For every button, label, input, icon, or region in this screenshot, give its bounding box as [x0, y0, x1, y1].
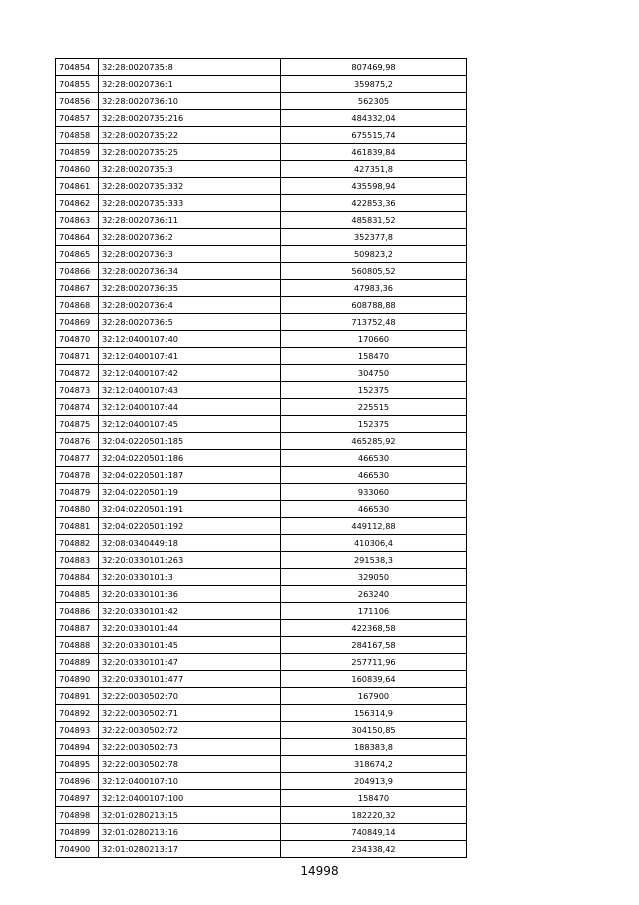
table-row [56, 110, 467, 127]
cadastral-number-cell: 32:28:0020735:8 [99, 59, 281, 76]
table-row [56, 518, 467, 535]
table-row [56, 59, 467, 76]
value-cell: 160839,64 [281, 671, 467, 688]
cadastral-number-cell: 32:12:0400107:100 [99, 790, 281, 807]
cadastral-number-cell: 32:04:0220501:187 [99, 467, 281, 484]
cadastral-number-cell: 32:28:0020735:216 [99, 110, 281, 127]
table-row [56, 195, 467, 212]
value-cell: 509823,2 [281, 246, 467, 263]
value-cell: 485831,52 [281, 212, 467, 229]
table-row [56, 637, 467, 654]
row-id-cell: 704900 [56, 841, 99, 858]
value-cell: 465285,92 [281, 433, 467, 450]
table-row [56, 841, 467, 858]
cadastral-number-cell: 32:28:0020736:2 [99, 229, 281, 246]
value-cell: 933060 [281, 484, 467, 501]
row-id-cell: 704868 [56, 297, 99, 314]
cadastral-number-cell: 32:01:0280213:17 [99, 841, 281, 858]
table-body [56, 59, 467, 858]
cadastral-number-cell: 32:28:0020735:25 [99, 144, 281, 161]
table-row [56, 620, 467, 637]
value-cell: 713752,48 [281, 314, 467, 331]
table-row [56, 603, 467, 620]
row-id-cell: 704861 [56, 178, 99, 195]
row-id-cell: 704887 [56, 620, 99, 637]
row-id-cell: 704856 [56, 93, 99, 110]
table-row [56, 314, 467, 331]
table-row [56, 756, 467, 773]
cadastral-number-cell: 32:28:0020735:332 [99, 178, 281, 195]
cadastral-number-cell: 32:12:0400107:42 [99, 365, 281, 382]
table-row [56, 654, 467, 671]
table-row [56, 229, 467, 246]
value-cell: 484332,04 [281, 110, 467, 127]
row-id-cell: 704882 [56, 535, 99, 552]
row-id-cell: 704875 [56, 416, 99, 433]
cadastral-number-cell: 32:01:0280213:15 [99, 807, 281, 824]
row-id-cell: 704860 [56, 161, 99, 178]
row-id-cell: 704869 [56, 314, 99, 331]
cadastral-number-cell: 32:04:0220501:192 [99, 518, 281, 535]
cadastral-number-cell: 32:12:0400107:40 [99, 331, 281, 348]
table-row [56, 739, 467, 756]
cadastral-number-cell: 32:20:0330101:45 [99, 637, 281, 654]
table-row [56, 365, 467, 382]
value-cell: 318674,2 [281, 756, 467, 773]
row-id-cell: 704874 [56, 399, 99, 416]
table-row [56, 467, 467, 484]
row-id-cell: 704859 [56, 144, 99, 161]
cadastral-number-cell: 32:04:0220501:186 [99, 450, 281, 467]
cadastral-number-cell: 32:12:0400107:43 [99, 382, 281, 399]
table-row [56, 773, 467, 790]
value-cell: 352377,8 [281, 229, 467, 246]
row-id-cell: 704893 [56, 722, 99, 739]
value-cell: 171106 [281, 603, 467, 620]
row-id-cell: 704890 [56, 671, 99, 688]
value-cell: 47983,36 [281, 280, 467, 297]
cadastral-number-cell: 32:28:0020736:5 [99, 314, 281, 331]
value-cell: 204913,9 [281, 773, 467, 790]
row-id-cell: 704865 [56, 246, 99, 263]
value-cell: 234338,42 [281, 841, 467, 858]
row-id-cell: 704870 [56, 331, 99, 348]
value-cell: 675515,74 [281, 127, 467, 144]
value-cell: 304750 [281, 365, 467, 382]
cadastral-number-cell: 32:12:0400107:10 [99, 773, 281, 790]
cadastral-number-cell: 32:28:0020736:34 [99, 263, 281, 280]
cadastral-number-cell: 32:20:0330101:47 [99, 654, 281, 671]
row-id-cell: 704872 [56, 365, 99, 382]
row-id-cell: 704881 [56, 518, 99, 535]
cadastral-number-cell: 32:12:0400107:41 [99, 348, 281, 365]
row-id-cell: 704897 [56, 790, 99, 807]
value-cell: 263240 [281, 586, 467, 603]
row-id-cell: 704899 [56, 824, 99, 841]
value-cell: 422853,36 [281, 195, 467, 212]
page-number: 14998 [300, 864, 339, 878]
table-row [56, 331, 467, 348]
table-row [56, 552, 467, 569]
value-cell: 182220,32 [281, 807, 467, 824]
value-cell: 608788,88 [281, 297, 467, 314]
value-cell: 152375 [281, 416, 467, 433]
value-cell: 225515 [281, 399, 467, 416]
cadastral-number-cell: 32:28:0020736:10 [99, 93, 281, 110]
value-cell: 807469,98 [281, 59, 467, 76]
value-cell: 284167,58 [281, 637, 467, 654]
table-row [56, 280, 467, 297]
row-id-cell: 704878 [56, 467, 99, 484]
row-id-cell: 704871 [56, 348, 99, 365]
cadastral-number-cell: 32:08:0340449:18 [99, 535, 281, 552]
table-row [56, 161, 467, 178]
value-cell: 560805,52 [281, 263, 467, 280]
row-id-cell: 704864 [56, 229, 99, 246]
table-row [56, 450, 467, 467]
value-cell: 329050 [281, 569, 467, 586]
row-id-cell: 704857 [56, 110, 99, 127]
value-cell: 158470 [281, 790, 467, 807]
value-cell: 167900 [281, 688, 467, 705]
row-id-cell: 704863 [56, 212, 99, 229]
cadastral-number-cell: 32:12:0400107:45 [99, 416, 281, 433]
row-id-cell: 704892 [56, 705, 99, 722]
row-id-cell: 704877 [56, 450, 99, 467]
table-row [56, 433, 467, 450]
value-cell: 449112,88 [281, 518, 467, 535]
value-cell: 291538,3 [281, 552, 467, 569]
table-row [56, 807, 467, 824]
row-id-cell: 704858 [56, 127, 99, 144]
table-row [56, 824, 467, 841]
row-id-cell: 704891 [56, 688, 99, 705]
row-id-cell: 704886 [56, 603, 99, 620]
value-cell: 422368,58 [281, 620, 467, 637]
value-cell: 740849,14 [281, 824, 467, 841]
table-row [56, 484, 467, 501]
cadastral-number-cell: 32:22:0030502:71 [99, 705, 281, 722]
cadastral-number-cell: 32:04:0220501:185 [99, 433, 281, 450]
cadastral-number-cell: 32:28:0020736:4 [99, 297, 281, 314]
row-id-cell: 704888 [56, 637, 99, 654]
cadastral-number-cell: 32:04:0220501:19 [99, 484, 281, 501]
cadastral-number-cell: 32:22:0030502:78 [99, 756, 281, 773]
value-cell: 304150,85 [281, 722, 467, 739]
table-row [56, 722, 467, 739]
table-row [56, 586, 467, 603]
table-row [56, 569, 467, 586]
value-cell: 466530 [281, 501, 467, 518]
row-id-cell: 704855 [56, 76, 99, 93]
cadastral-number-cell: 32:04:0220501:191 [99, 501, 281, 518]
cadastral-number-cell: 32:28:0020735:3 [99, 161, 281, 178]
value-cell: 466530 [281, 467, 467, 484]
cadastral-number-cell: 32:28:0020735:22 [99, 127, 281, 144]
cadastral-number-cell: 32:28:0020735:333 [99, 195, 281, 212]
value-cell: 427351,8 [281, 161, 467, 178]
cadastral-number-cell: 32:01:0280213:16 [99, 824, 281, 841]
row-id-cell: 704880 [56, 501, 99, 518]
row-id-cell: 704883 [56, 552, 99, 569]
row-id-cell: 704866 [56, 263, 99, 280]
table-row [56, 671, 467, 688]
cadastral-number-cell: 32:28:0020736:11 [99, 212, 281, 229]
row-id-cell: 704862 [56, 195, 99, 212]
cadastral-number-cell: 32:22:0030502:70 [99, 688, 281, 705]
cadastral-number-cell: 32:28:0020736:3 [99, 246, 281, 263]
value-cell: 152375 [281, 382, 467, 399]
cadastral-number-cell: 32:22:0030502:73 [99, 739, 281, 756]
table-row [56, 263, 467, 280]
table-row [56, 297, 467, 314]
table-row [56, 212, 467, 229]
value-cell: 257711,96 [281, 654, 467, 671]
table-row [56, 127, 467, 144]
table-row [56, 178, 467, 195]
cadastral-number-cell: 32:20:0330101:477 [99, 671, 281, 688]
row-id-cell: 704854 [56, 59, 99, 76]
value-cell: 156314,9 [281, 705, 467, 722]
cadastral-number-cell: 32:20:0330101:3 [99, 569, 281, 586]
table-row [56, 501, 467, 518]
cadastral-value-table [55, 58, 467, 858]
table-row [56, 93, 467, 110]
cadastral-number-cell: 32:28:0020736:35 [99, 280, 281, 297]
value-cell: 562305 [281, 93, 467, 110]
value-cell: 435598,94 [281, 178, 467, 195]
row-id-cell: 704894 [56, 739, 99, 756]
cadastral-number-cell: 32:12:0400107:44 [99, 399, 281, 416]
table-row [56, 399, 467, 416]
table-row [56, 246, 467, 263]
table-row [56, 348, 467, 365]
value-cell: 410306,4 [281, 535, 467, 552]
table-row [56, 416, 467, 433]
table-row [56, 688, 467, 705]
value-cell: 466530 [281, 450, 467, 467]
row-id-cell: 704879 [56, 484, 99, 501]
value-cell: 170660 [281, 331, 467, 348]
row-id-cell: 704896 [56, 773, 99, 790]
cadastral-number-cell: 32:22:0030502:72 [99, 722, 281, 739]
table-row [56, 76, 467, 93]
table-row [56, 705, 467, 722]
value-cell: 461839,84 [281, 144, 467, 161]
cadastral-number-cell: 32:20:0330101:42 [99, 603, 281, 620]
table-row [56, 790, 467, 807]
cadastral-number-cell: 32:20:0330101:36 [99, 586, 281, 603]
row-id-cell: 704873 [56, 382, 99, 399]
cadastral-number-cell: 32:28:0020736:1 [99, 76, 281, 93]
row-id-cell: 704867 [56, 280, 99, 297]
row-id-cell: 704884 [56, 569, 99, 586]
value-cell: 158470 [281, 348, 467, 365]
value-cell: 359875,2 [281, 76, 467, 93]
row-id-cell: 704895 [56, 756, 99, 773]
cadastral-number-cell: 32:20:0330101:44 [99, 620, 281, 637]
row-id-cell: 704889 [56, 654, 99, 671]
table-row [56, 382, 467, 399]
table-row [56, 144, 467, 161]
value-cell: 188383,8 [281, 739, 467, 756]
row-id-cell: 704885 [56, 586, 99, 603]
row-id-cell: 704876 [56, 433, 99, 450]
table-row [56, 535, 467, 552]
cadastral-number-cell: 32:20:0330101:263 [99, 552, 281, 569]
row-id-cell: 704898 [56, 807, 99, 824]
